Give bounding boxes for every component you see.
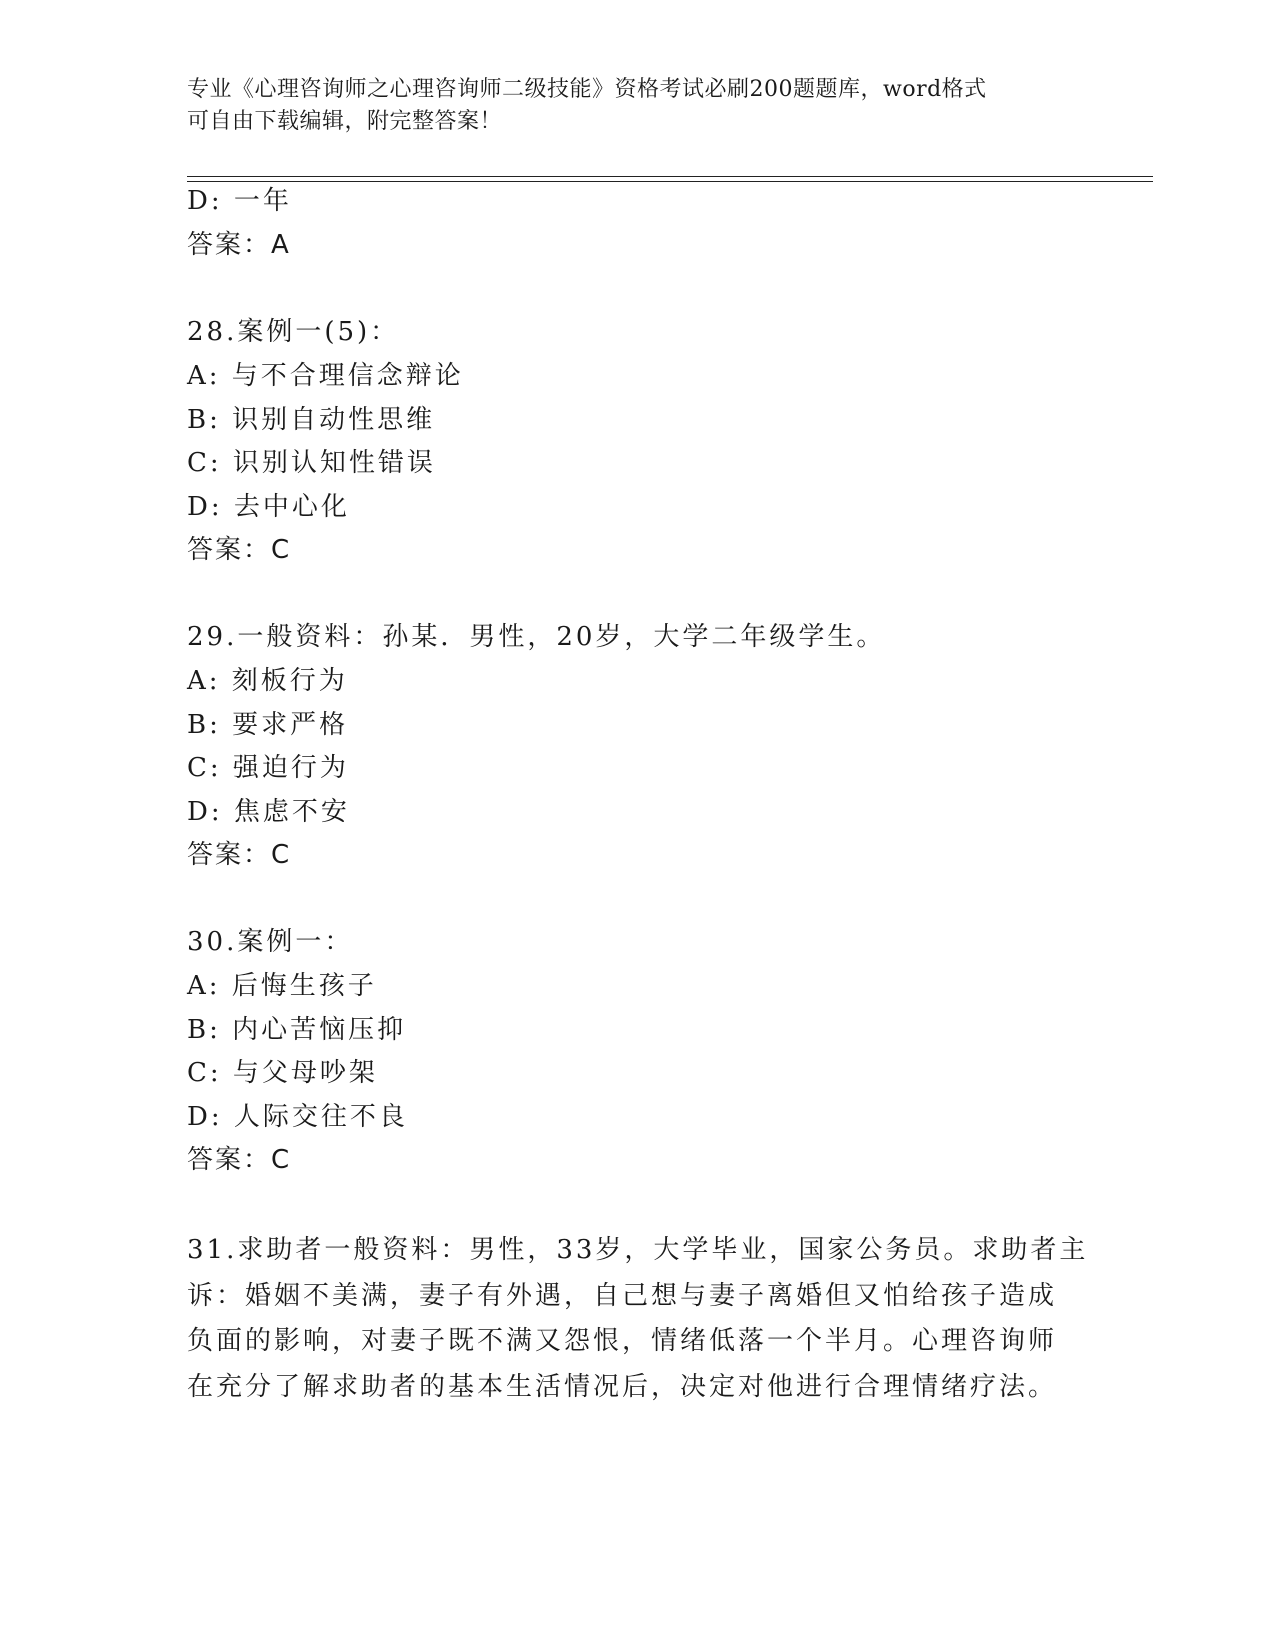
q30-stem: 30.案例一： — [187, 927, 354, 957]
q30-option-a: A: 后悔生孩子 — [187, 971, 377, 1001]
document-header — [187, 74, 1077, 138]
q28-answer: 答案：C — [187, 535, 292, 565]
q31-stem-line-3: 负面的影响，对妻子既不满又怨恨，情绪低落一个半月。心理咨询师 — [187, 1326, 1058, 1356]
q27-answer: 答案：A — [187, 230, 291, 260]
header-title-line-1: 专业《心理咨询师之心理咨询师二级技能》资格考试必刷200题题库，word格式 — [187, 77, 987, 102]
q31-stem-line-4: 在充分了解求助者的基本生活情况后，决定对他进行合理情绪疗法。 — [187, 1371, 1058, 1402]
header-divider-bottom — [187, 181, 1153, 182]
q28-option-a: A: 与不合理信念辩论 — [187, 361, 464, 391]
q29-option-d: D: 焦虑不安 — [187, 797, 350, 827]
q31-stem-line-2: 诉：婚姻不美满，妻子有外遇，自己想与妻子离婚但又怕给孩子造成 — [187, 1280, 1058, 1311]
q28-stem: 28.案例一(5)： — [187, 317, 400, 347]
q30-option-b: B: 内心苦恼压抑 — [187, 1015, 407, 1045]
q28-option-d: D: 去中心化 — [187, 492, 350, 522]
q30-answer: 答案：C — [187, 1145, 292, 1175]
q29-stem: 29.一般资料：孙某．男性，20岁，大学二年级学生。 — [187, 622, 886, 652]
q30-option-c: C: 与父母吵架 — [187, 1058, 378, 1088]
q27-option-d: D: 一年 — [187, 186, 292, 216]
q29-option-b: B: 要求严格 — [187, 710, 349, 740]
q31-stem-line-1: 31.求助者一般资料：男性，33岁，大学毕业，国家公务员。求助者主 — [187, 1235, 1089, 1265]
header-divider-top — [187, 176, 1153, 177]
q29-answer: 答案：C — [187, 840, 292, 870]
q28-option-c: C: 识别认知性错误 — [187, 448, 436, 478]
q28-option-b: B: 识别自动性思维 — [187, 405, 436, 435]
q29-option-a: A: 刻板行为 — [187, 666, 348, 696]
q31-stem — [187, 1228, 1087, 1410]
header-title-line-2: 可自由下载编辑，附完整答案！ — [187, 109, 503, 134]
q30-option-d: D: 人际交往不良 — [187, 1102, 408, 1132]
q29-option-c: C: 强迫行为 — [187, 753, 349, 783]
